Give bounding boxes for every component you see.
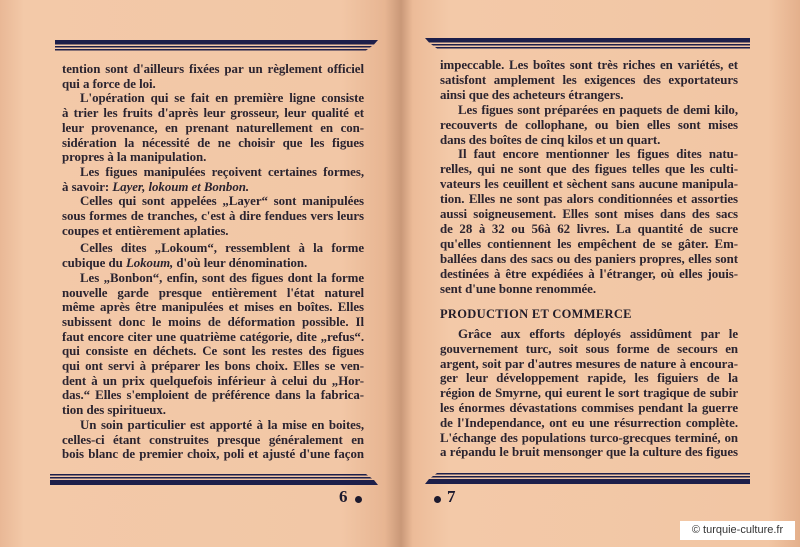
- right-top-rule-thick: [425, 38, 750, 43]
- text-line: Celles dites „Lokoum“, ressemblent à la forme: [80, 241, 364, 256]
- text-segment: à savoir:: [62, 179, 113, 194]
- text-segment: d'où leur dénomination.: [173, 256, 308, 271]
- text-line: coupes et entièrement aplaties.: [62, 223, 229, 238]
- text-line: das.“ Elles s'emploient de préférence dans la fabrica-: [62, 388, 364, 403]
- left-bottom-rule-thin-2: [50, 477, 372, 479]
- right-top-rule-thin-2: [435, 47, 750, 49]
- text-line: recouverts de collophane, ou bien elles sont mises: [440, 117, 738, 132]
- text-line: aussi soigneusement. Elles sont mises dans des sacs: [440, 207, 738, 221]
- text-line: Les figues manipulées reçoivent certaines formes,: [80, 164, 364, 179]
- left-bottom-rule-thick: [50, 480, 378, 485]
- text-line: qui a force de loi.: [62, 76, 156, 91]
- page-number-right: 7: [447, 487, 456, 506]
- text-line: Grâce aux efforts déployés assidûment par le: [458, 327, 738, 341]
- text-line: Les figues sont préparées en paquets de demi kilo,: [458, 102, 738, 117]
- left-top-rule-thick: [55, 40, 378, 45]
- italic-text: Layer, lokoum et Bonbon.: [112, 179, 250, 194]
- text-line: à trier les fruits d'après leur grosseur, leur qualité et: [62, 106, 364, 121]
- page-number-dot-left: [355, 496, 362, 503]
- text-line: [62, 180, 364, 195]
- watermark: © turquie-culture.fr: [680, 521, 795, 540]
- text-line: vateurs les ceuillent et sèchent sans aucune manipula-: [440, 177, 738, 192]
- text-line: qui consiste en déchets. Ce sont les restes des figues: [62, 344, 364, 359]
- text-line: sent d'une bonne renommée.: [440, 281, 597, 296]
- text-line: ballées dans des sacs ou des paniers propres, elles sont: [440, 251, 738, 266]
- left-top-rule-thin-2: [55, 49, 368, 51]
- text-line: sidération la nécessité de ne choisir que les figues: [62, 135, 364, 150]
- text-line: qu'elles contiennent les empêchent de se gâter. Em-: [440, 236, 738, 251]
- text-segment: cubique du: [62, 256, 126, 271]
- text-line: faut encore citer une quatrième catégorie, dite „refus“.: [62, 329, 364, 344]
- text-line: propres à la manipulation.: [62, 150, 207, 165]
- text-line: Un soin particulier est apporté à la mise en boites,: [80, 417, 364, 432]
- italic-text: Lokoum,: [125, 256, 174, 271]
- text-line: tion des spiritueux.: [62, 403, 166, 418]
- text-line: gouvernement turc, soit sous forme de secours en: [440, 341, 738, 356]
- text-line: a répandu le bruit mensonger que la culture des figues: [440, 445, 738, 460]
- text-line: destinées à être expédiées à l'étranger, où elles jouis-: [440, 266, 738, 281]
- text-line: même après être manipulées et mises en boîtes. Elles: [62, 300, 364, 315]
- text-line: relles, qui ne sont que des figues telles que les culti-: [440, 162, 738, 177]
- text-line: L'échange des populations turco-grecques terminé, on: [440, 430, 738, 445]
- text-line: les énormes dévastations commises pendant la guerre: [440, 401, 738, 415]
- text-line: sous formes de tranches, c'est à dire fendues vers leurs: [62, 209, 364, 223]
- page-number-left: 6: [339, 487, 348, 506]
- text-line: Les „Bonbon“, enfin, sont des figues dont la forme: [80, 270, 364, 285]
- text-line: impeccable. Les boîtes sont très riches en variétés, et: [440, 58, 738, 72]
- text-line: bois blanc de premier choix, poli et ajusté d'une façon: [62, 447, 364, 462]
- text-line: Celles qui sont appelées „Layer“ sont manipulées: [80, 194, 364, 209]
- right-top-rule-thin-1: [431, 44, 750, 46]
- text-line: qui ont servi à préparer les bons choix. Elles se ven-: [62, 359, 364, 373]
- text-line: dans des boîtes de cinq kilos et un quart.: [440, 132, 661, 147]
- text-line: celles-ci étant construites presque généralement en: [62, 432, 364, 447]
- text-line: de 28 à 32 ou 56à 62 livres. La quantité de sucre: [440, 221, 738, 236]
- page-number-dot-right: [434, 496, 441, 503]
- text-line: satisfont amplement les exigences des exportateurs: [440, 72, 738, 87]
- text-line: [62, 256, 364, 271]
- text-line: leur provenance, en prenant naturellement en con-: [62, 120, 364, 135]
- left-bottom-rule-thin-1: [50, 474, 368, 476]
- right-bottom-rule-thin-2: [431, 476, 750, 478]
- text-line: région de Smyrne, qui eurent le sort tragique de subir: [440, 386, 738, 401]
- text-line: subissent donc le moins de déformation possible. Il: [62, 314, 364, 329]
- text-line: L'opération qui se fait en première ligne consiste: [80, 91, 364, 106]
- text-line: Il faut encore mentionner les figues dites natu-: [458, 147, 738, 162]
- section-heading: PRODUCTION ET COMMERCE: [440, 307, 632, 321]
- text-line: dent à un prix quelquefois inférieur à celui du „Hor-: [62, 373, 364, 388]
- text-line: argent, soit par d'autres mesures de nature à encoura-: [440, 356, 738, 371]
- text-line: tention sont d'ailleurs fixées par un règlement officiel: [62, 62, 364, 76]
- text-line: ger leur développement rapide, les figuiers de la: [440, 371, 738, 386]
- right-bottom-rule-thin-1: [435, 473, 750, 475]
- text-line: nouvelle garde presque entièrement l'état naturel: [62, 285, 364, 300]
- text-line: de l'Independance, ont eu une résurrection complète.: [440, 415, 738, 430]
- left-top-rule-thin-1: [55, 46, 372, 48]
- text-line: ainsi que des acheteurs étrangers.: [440, 87, 624, 102]
- right-bottom-rule-thick: [425, 479, 750, 484]
- text-line: tion. Elles ne sont pas alors conditionnées et assorties: [440, 192, 738, 207]
